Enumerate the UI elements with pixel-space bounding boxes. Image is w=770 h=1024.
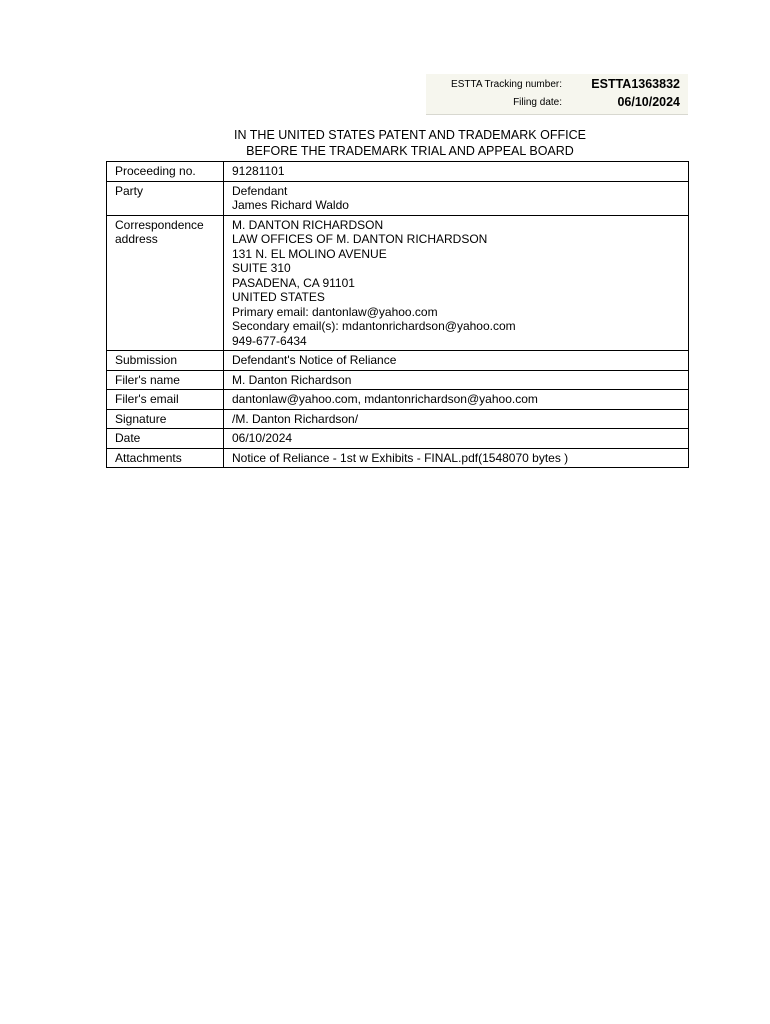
party-role: Defendant: [232, 183, 288, 198]
table-row-signature: [107, 409, 689, 429]
address-country: UNITED STATES: [232, 290, 325, 304]
primary-email: Primary email: dantonlaw@yahoo.com: [232, 304, 438, 319]
address-suite: SUITE 310: [232, 261, 291, 275]
submission-label: Submission: [107, 351, 224, 371]
attachments-label: Attachments: [107, 448, 224, 468]
party-name: James Richard Waldo: [232, 198, 349, 212]
tracking-number-value: ESTTA1363832: [591, 77, 680, 91]
filing-date-value: 06/10/2024: [617, 95, 680, 109]
correspondent-name: M. DANTON RICHARDSON: [232, 217, 384, 232]
submission-value: Defendant's Notice of Reliance: [224, 351, 689, 371]
correspondence-address: [224, 215, 689, 351]
table-row-proceeding: [107, 162, 689, 182]
attachment-file: Notice of Reliance - 1st w Exhibits - FINAL.pdf(1548070 bytes ): [224, 448, 689, 468]
tracking-info-box: [426, 74, 688, 115]
proceeding-number: 91281101: [224, 162, 689, 182]
party-label: Party: [107, 181, 224, 215]
table-row-correspondence: [107, 215, 689, 351]
filer-name-value: M. Danton Richardson: [224, 370, 689, 390]
office-title: IN THE UNITED STATES PATENT AND TRADEMARK OFFICE: [234, 128, 586, 142]
date-label: Date: [107, 429, 224, 449]
filer-email-value: dantonlaw@yahoo.com, mdantonrichardson@yahoo.com: [224, 390, 689, 410]
signature-label: Signature: [107, 409, 224, 429]
address-street: 131 N. EL MOLINO AVENUE: [232, 246, 387, 261]
filing-date-label: Filing date:: [513, 97, 562, 108]
correspondence-label-line: address: [115, 232, 158, 246]
address-city: PASADENA, CA 91101: [232, 275, 355, 290]
correspondence-label-line: Correspondence: [115, 217, 204, 232]
party-value: [224, 181, 689, 215]
filer-name-label: Filer's name: [107, 370, 224, 390]
table-row-filer-name: [107, 370, 689, 390]
date-value: 06/10/2024: [224, 429, 689, 449]
filing-details-table: [106, 161, 689, 468]
table-row-party: [107, 181, 689, 215]
phone-number: 949-677-6434: [232, 333, 307, 348]
correspondent-firm: LAW OFFICES OF M. DANTON RICHARDSON: [232, 232, 488, 246]
correspondence-label: [107, 215, 224, 351]
proceeding-label: Proceeding no.: [107, 162, 224, 182]
table-row-filer-email: [107, 390, 689, 410]
signature-value: /M. Danton Richardson/: [224, 409, 689, 429]
table-row-submission: [107, 351, 689, 371]
secondary-email: Secondary email(s): mdantonrichardson@yahoo.com: [232, 319, 516, 333]
tracking-number-label: ESTTA Tracking number:: [451, 79, 562, 90]
filing-date-row: [426, 94, 688, 112]
filer-email-label: Filer's email: [107, 390, 224, 410]
tracking-number-row: [426, 76, 688, 94]
table-row-date: [107, 429, 689, 449]
table-row-attachments: [107, 448, 689, 468]
board-title: BEFORE THE TRADEMARK TRIAL AND APPEAL BOARD: [246, 144, 574, 158]
